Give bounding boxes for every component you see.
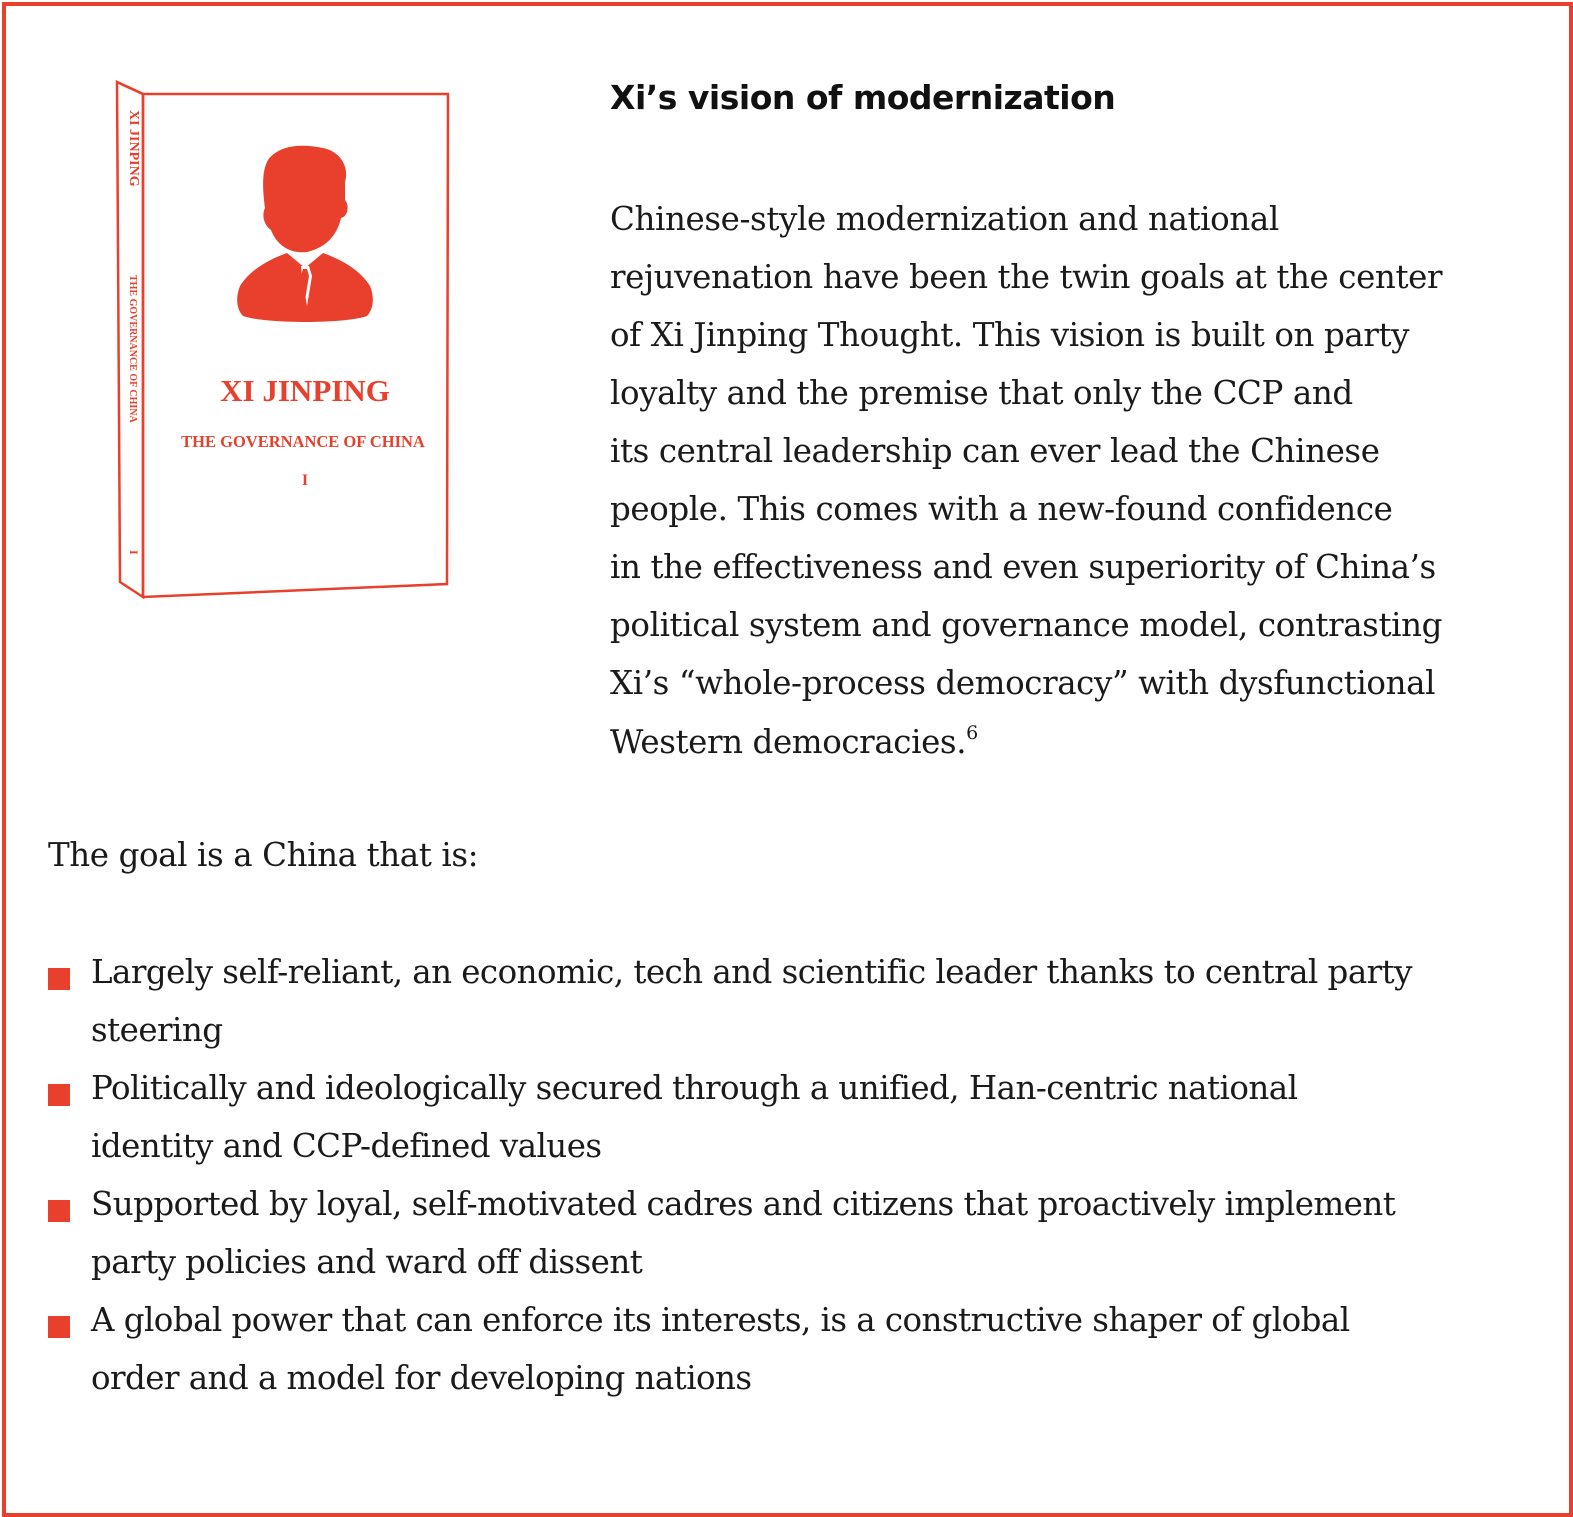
paragraph-line: in the effectiveness and even superiority of China’s: [610, 548, 1436, 586]
list-item-line: order and a model for developing nations: [91, 1359, 752, 1397]
list-item-line: A global power that can enforce its interests, is a constructive shaper of global: [91, 1301, 1350, 1339]
paragraph-line: Xi’s “whole-process democracy” with dysfunctional: [610, 664, 1436, 702]
paragraph-line: of Xi Jinping Thought. This vision is built on party: [610, 316, 1410, 354]
list-item-line: Supported by loyal, self-motivated cadres and citizens that proactively implement: [91, 1185, 1396, 1223]
paragraph-line: people. This comes with a new-found confidence: [610, 490, 1393, 528]
paragraph-line-last: [610, 722, 978, 761]
paragraph-line: rejuvenation have been the twin goals at the center: [610, 258, 1443, 296]
bullet-square-icon: [48, 1316, 70, 1338]
paragraph-line: its central leadership can ever lead the Chinese: [610, 432, 1380, 470]
bullet-square-icon: [48, 1200, 70, 1222]
cover-author: XI JINPING: [220, 373, 390, 408]
list-item-line: steering: [91, 1011, 223, 1049]
footnote-reference[interactable]: 6: [966, 722, 978, 744]
paragraph-text: Western democracies.: [610, 723, 967, 761]
paragraph-line: political system and governance model, contrasting: [610, 606, 1443, 644]
cover-volume: I: [301, 472, 309, 489]
paragraph-line: loyalty and the premise that only the CCP and: [610, 374, 1353, 412]
spine-volume: I: [127, 550, 141, 555]
section-heading: Xi’s vision of modernization: [610, 78, 1116, 117]
list-item-line: identity and CCP-defined values: [91, 1127, 602, 1165]
goal-intro: The goal is a China that is:: [48, 836, 479, 874]
portrait-silhouette-icon: [237, 146, 373, 322]
list-item-line: party policies and ward off dissent: [91, 1243, 643, 1281]
bullet-square-icon: [48, 1084, 70, 1106]
bullet-square-icon: [48, 968, 70, 990]
spine-title: THE GOVERNANCE OF CHINA: [127, 275, 138, 423]
spine-author: XI JINPING: [126, 110, 141, 187]
book-spine: [126, 110, 141, 555]
book-cover-image: [105, 70, 470, 615]
list-item-line: Largely self-reliant, an economic, tech and scientific leader thanks to central party: [91, 953, 1412, 991]
list-item-line: Politically and ideologically secured through a unified, Han-centric national: [91, 1069, 1298, 1107]
cover-title: THE GOVERNANCE OF CHINA: [181, 432, 425, 451]
paragraph-line: Chinese-style modernization and national: [610, 200, 1279, 238]
